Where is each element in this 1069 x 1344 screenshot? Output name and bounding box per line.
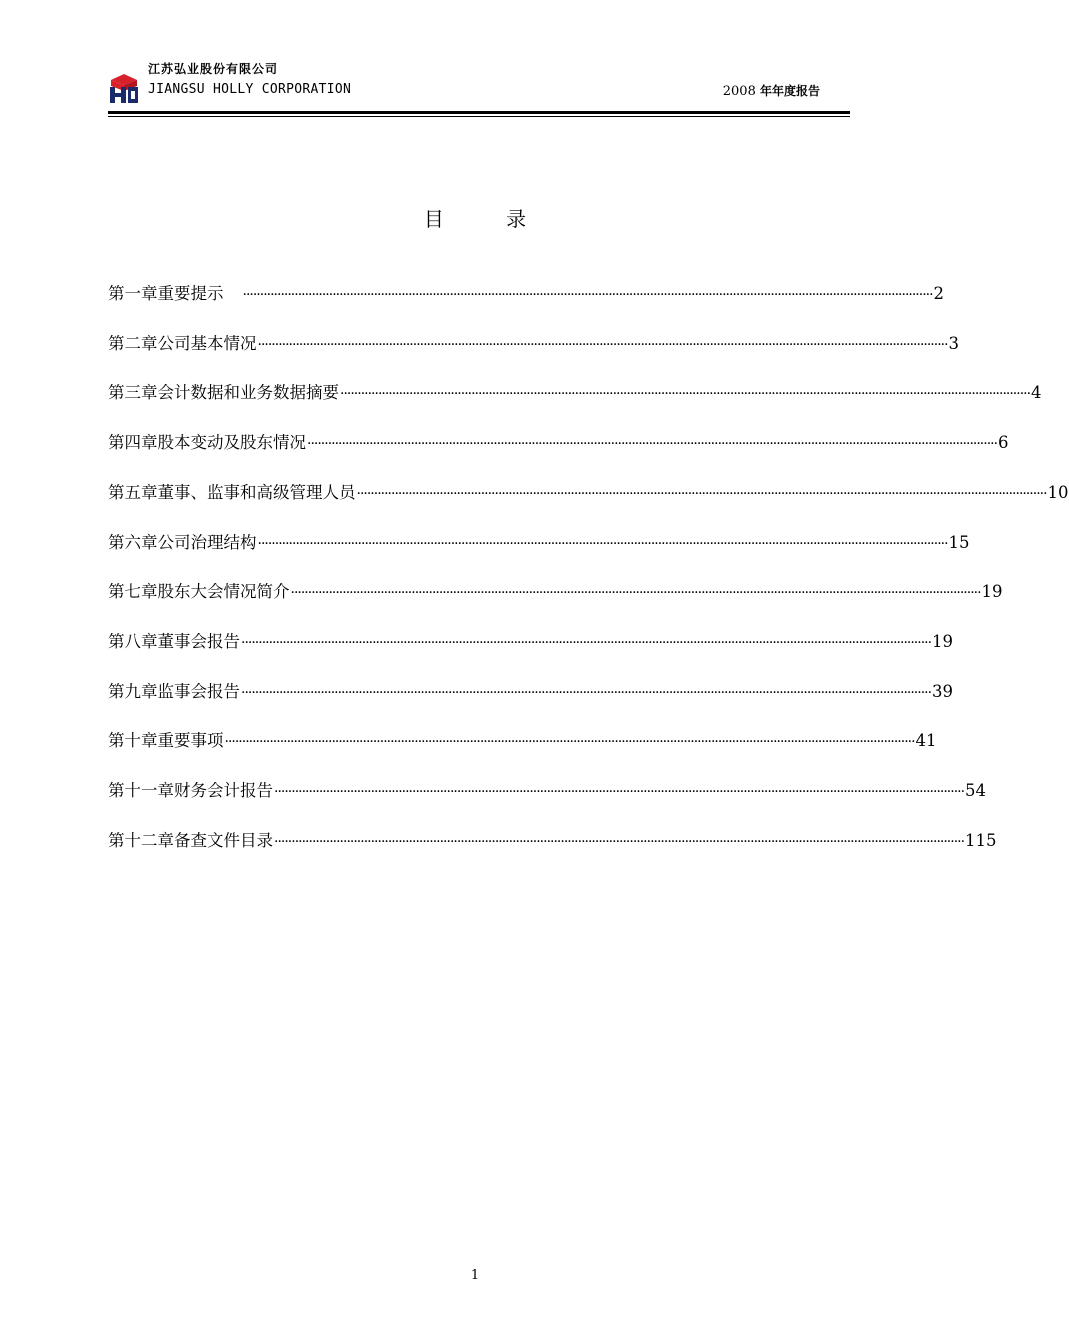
header-rule-thick bbox=[108, 111, 850, 114]
toc-chapter-title: 董事、监事和高级管理人员 bbox=[157, 482, 356, 502]
toc-chapter-title: 重要提示 bbox=[157, 284, 224, 303]
toc-chapter-title: 股东大会情况简介 bbox=[157, 582, 290, 602]
toc-chapter-number: 第十一章 bbox=[108, 781, 174, 800]
toc-chapter-title: 会计数据和业务数据摘要 bbox=[157, 383, 339, 403]
toc-chapter-number: 第十章 bbox=[108, 731, 158, 751]
toc-leader-dots: ········································································································································································································ bbox=[257, 336, 948, 353]
toc-leader-dots: ········································································································································································································ bbox=[340, 386, 1031, 403]
toc-chapter-number: 第四章 bbox=[108, 433, 158, 453]
toc-entry[interactable] bbox=[108, 529, 970, 557]
toc-chapter-title: 重要事项 bbox=[157, 731, 224, 751]
report-type: 年年度报告 bbox=[759, 84, 820, 98]
page-header bbox=[108, 58, 850, 118]
toc-page-number: 54 bbox=[965, 781, 987, 800]
toc-chapter-title: 监事会报告 bbox=[157, 681, 240, 701]
toc-leader-dots: ········································································································································································································ bbox=[274, 833, 965, 850]
company-name-english: JIANGSU HOLLY CORPORATION bbox=[148, 82, 352, 97]
toc-page-number: 2 bbox=[933, 284, 945, 303]
report-label bbox=[723, 82, 820, 99]
toc-chapter-title: 公司治理结构 bbox=[157, 532, 257, 552]
toc-chapter-title: 董事会报告 bbox=[157, 631, 240, 651]
toc-page-number: 6 bbox=[998, 433, 1009, 453]
toc-chapter-number: 第七章 bbox=[108, 582, 158, 602]
toc-page-number: 115 bbox=[965, 830, 997, 850]
toc-chapter-title: 备查文件目录 bbox=[174, 830, 273, 850]
toc-chapter-number: 第二章 bbox=[108, 333, 158, 353]
toc-chapter-number: 第九章 bbox=[108, 681, 158, 701]
toc-chapter-title: 股本变动及股东情况 bbox=[157, 433, 306, 453]
toc-page-number: 3 bbox=[948, 333, 960, 353]
toc-chapter-title: 公司基本情况 bbox=[157, 333, 257, 353]
toc-page-number: 41 bbox=[915, 731, 937, 751]
toc-leader-dots: ········································································································································································································ bbox=[257, 535, 948, 552]
toc-chapter-title: 财务会计报告 bbox=[174, 781, 273, 800]
toc-entry[interactable] bbox=[108, 280, 945, 308]
toc-chapter-number: 第六章 bbox=[108, 532, 158, 552]
toc-page-number: 19 bbox=[981, 582, 1003, 602]
toc-leader-dots: ········································································································································································································ bbox=[356, 485, 1047, 502]
report-year: 2008 bbox=[722, 84, 756, 99]
toc-leader-dots: ········································································································································································································ bbox=[307, 436, 998, 453]
page-number: 1 bbox=[470, 1268, 480, 1283]
toc-chapter-number: 第一章 bbox=[108, 284, 158, 303]
toc-leader-dots: ········································································································································································································ bbox=[274, 784, 965, 800]
toc-entry[interactable] bbox=[108, 578, 1003, 606]
company-name-chinese: 江苏弘业股份有限公司 bbox=[148, 62, 279, 76]
toc-entry[interactable] bbox=[108, 727, 937, 755]
toc-leader-dots: ········································································································································································································ bbox=[224, 734, 915, 751]
toc-entry[interactable] bbox=[108, 628, 954, 656]
toc-page-number: 10 bbox=[1047, 482, 1069, 502]
toc-page-number: 19 bbox=[932, 631, 954, 651]
toc-chapter-number: 第三章 bbox=[108, 383, 158, 403]
toc-chapter-number: 第十二章 bbox=[108, 830, 174, 850]
toc-chapter-number: 第八章 bbox=[108, 631, 158, 651]
toc-leader-dots: ········································································································································································································ bbox=[241, 634, 932, 651]
toc-chapter-number: 第五章 bbox=[108, 482, 158, 502]
toc-title: 目 录 bbox=[423, 207, 555, 231]
toc-entry[interactable] bbox=[108, 429, 1009, 457]
toc-entry[interactable] bbox=[108, 827, 997, 855]
toc-entry[interactable] bbox=[108, 777, 987, 805]
toc-page-number: 4 bbox=[1031, 383, 1042, 403]
toc-page-number: 15 bbox=[948, 532, 970, 552]
company-logo-icon bbox=[108, 70, 140, 104]
toc-page-number: 39 bbox=[932, 681, 954, 701]
toc-entry[interactable] bbox=[108, 678, 954, 706]
toc-leader-dots: ········································································································································································································ bbox=[242, 287, 933, 303]
toc-entry[interactable] bbox=[108, 330, 960, 358]
toc-entry[interactable] bbox=[108, 379, 1042, 407]
toc-leader-dots: ········································································································································································································ bbox=[290, 585, 981, 602]
toc-entry[interactable] bbox=[108, 479, 1069, 507]
header-rule-thin bbox=[108, 116, 850, 117]
toc-leader-dots: ········································································································································································································ bbox=[241, 684, 932, 701]
